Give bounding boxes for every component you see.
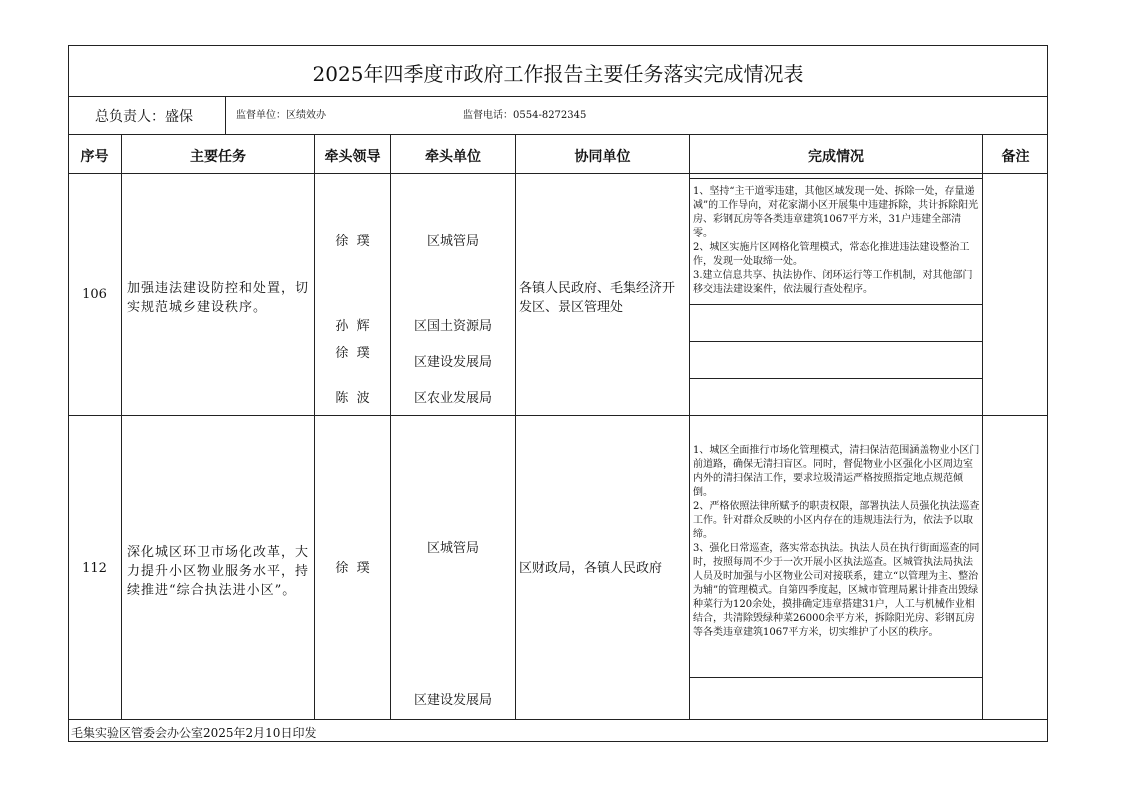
row-112-status-3: 3、强化日常巡查，落实常态执法。执法人员在执行街面巡查的同时，按照每周不少于一次开展小区执法巡查。区城管执法局执法人员及时加强与小区物业公司对接联系，建立“以管理为主、整治为辅”的管理模式。自第四季度起，区城市管理局累计排查出毁绿种菜行为120余处，摸排确定违章搭建31户，人工与机械作业相结合，共清除毁绿种菜26000余平方米，拆除阳光房、彩钢瓦房等各类违章建筑1067平方米，切实维护了小区的秩序。 bbox=[693, 543, 980, 638]
row-112-leader-1: 徐 璞 bbox=[335, 561, 370, 576]
col-header-unit: 牵头单位 bbox=[425, 149, 481, 165]
row-106-unit-4: 区农业发展局 bbox=[413, 391, 492, 406]
row-106-leader-1: 徐 璞 bbox=[335, 234, 370, 249]
col-header-note: 备注 bbox=[1001, 149, 1030, 165]
row-106-status-2: 2、城区实施片区网格化管理模式，常态化推进违法建设整治工作，发现一处取缔一处。 bbox=[693, 242, 970, 267]
row-112-task: 深化城区环卫市场化改革，大力提升小区物业服务水平，持续推进“综合执法进小区”。 bbox=[127, 545, 310, 598]
row-106-status-empty-1 bbox=[690, 305, 982, 342]
row-112-unit-2: 区建设发展局 bbox=[413, 693, 492, 708]
row-106-unit-2: 区国土资源局 bbox=[413, 319, 492, 334]
row-106-leader-2: 孙 辉 bbox=[335, 319, 370, 334]
rule-between-rows bbox=[68, 415, 1048, 416]
row-106-leader-3: 徐 璞 bbox=[335, 346, 370, 361]
row-106-task: 加强违法建设防控和处置，切实规范城乡建设秩序。 bbox=[127, 281, 310, 315]
col-header-leader: 牵头领导 bbox=[324, 149, 381, 165]
col-header-no: 序号 bbox=[80, 149, 109, 165]
row-106-number: 106 bbox=[82, 287, 107, 302]
col-line-1 bbox=[121, 134, 122, 719]
rule-under-header bbox=[68, 173, 1048, 174]
row-106-status-3: 3.建立信息共享、执法协作、闭环运行等工作机制，对其他部门移交违法建设案件，依法履行查处程序。 bbox=[693, 270, 973, 295]
supervisor-unit: 监督单位：区绩效办 bbox=[236, 110, 326, 121]
col-line-4 bbox=[515, 134, 516, 719]
footer-issuer: 毛集实验区管委会办公室2025年2月10日印发 bbox=[71, 726, 317, 740]
row-112-status-1: 1、城区全面推行市场化管理模式，清扫保洁范围涵盖物业小区门前道路，确保无清扫盲区。同时，督促物业小区强化小区周边室内外的清扫保洁工作，要求垃圾清运严格按照指定地点规范倾倒。 bbox=[693, 445, 980, 498]
row-106-unit-1: 区城管局 bbox=[426, 234, 479, 249]
rule-above-footer bbox=[68, 719, 1048, 720]
row-112-number: 112 bbox=[82, 561, 107, 576]
info-divider bbox=[225, 96, 226, 134]
rule-under-title bbox=[68, 96, 1048, 97]
page-title: 2025年四季度市政府工作报告主要任务落实完成情况表 bbox=[312, 62, 804, 86]
col-header-task: 主要任务 bbox=[190, 149, 246, 165]
row-112-status-2: 2、严格依照法律所赋予的职责权限，部署执法人员强化执法巡查工作。针对群众反映的小区内存在的违规违法行为，依法予以取缔。 bbox=[693, 501, 980, 540]
responsible-person: 总负责人：盛保 bbox=[95, 109, 193, 125]
rule-under-info bbox=[68, 134, 1048, 135]
row-112-status-empty bbox=[690, 677, 982, 678]
supervisor-phone: 监督电话：0554-8272345 bbox=[463, 110, 587, 121]
col-line-6 bbox=[982, 134, 983, 719]
col-line-3 bbox=[390, 134, 391, 719]
row-112-partners: 区财政局，各镇人民政府 bbox=[519, 561, 663, 576]
row-106-status-empty-2 bbox=[690, 342, 982, 379]
row-106-leader-4: 陈 波 bbox=[335, 391, 370, 406]
row-106-partners: 各镇人民政府、毛集经济开发区、景区管理处 bbox=[519, 281, 676, 315]
row-106-unit-3: 区建设发展局 bbox=[413, 355, 492, 370]
row-106-status-1: 1、坚持“主干道零违建，其他区域发现一处、拆除一处，存量递减”的工作导向，对花家湖小区开展集中违建拆除，共计拆除阳光房、彩钢瓦房等各类违章建筑1067平方米，31户违建全部清零。 bbox=[693, 186, 979, 239]
col-header-partner: 协同单位 bbox=[574, 149, 631, 165]
col-line-2 bbox=[314, 134, 315, 719]
row-112-unit-1: 区城管局 bbox=[426, 541, 479, 556]
col-header-status: 完成情况 bbox=[808, 149, 864, 165]
